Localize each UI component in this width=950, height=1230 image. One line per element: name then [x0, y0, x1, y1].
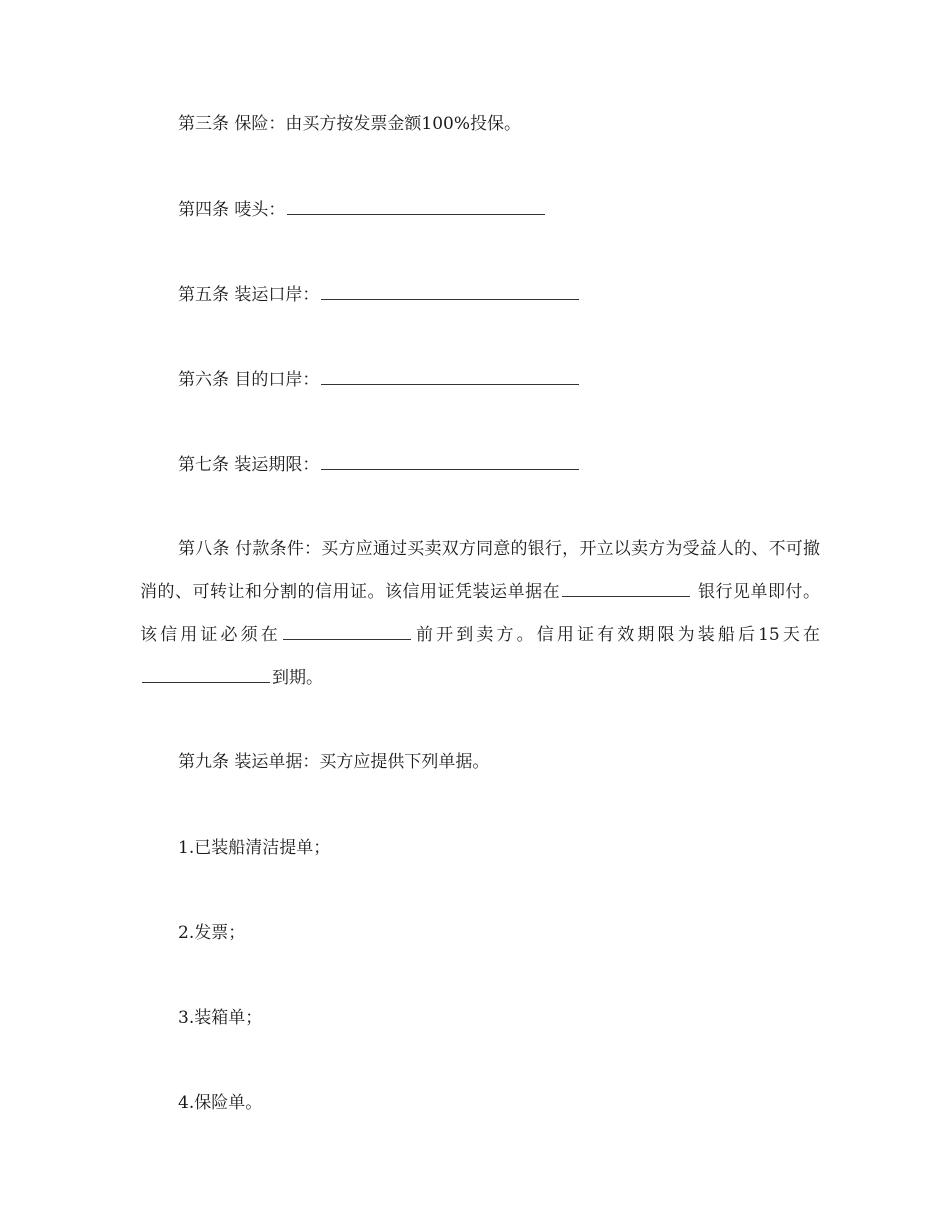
lc-expiry-place-blank [142, 680, 270, 683]
clause-9-shipping-documents [178, 750, 489, 774]
clause-6-destination-port [178, 368, 581, 392]
clause-6-label: 第六条 目的口岸： [178, 370, 320, 390]
list-item [178, 921, 245, 945]
clause-8-part1: 第八条 付款条件：买方应通过买卖双方同意的银行，开立以卖方为受益人的、不可撤消的、可转让和分割的信用证。该信用证凭装运单据在 [140, 539, 820, 602]
clause-4-label: 第四条 唛头： [178, 200, 286, 220]
clause-5-label: 第五条 装运口岸： [178, 285, 320, 305]
clause-3-insurance [178, 112, 521, 136]
clause-5-loading-port [178, 283, 581, 307]
list-item [178, 1091, 262, 1115]
bank-blank [562, 594, 690, 597]
document-item-4: 4.保险单。 [178, 1093, 263, 1113]
document-item-2: 2.发票； [178, 923, 246, 943]
lc-open-date-blank [283, 637, 411, 640]
clause-7-shipment-period [178, 453, 581, 477]
shipping-mark-blank [287, 212, 545, 215]
shipment-period-blank [321, 467, 579, 470]
list-item [178, 1006, 262, 1030]
clause-7-label: 第七条 装运期限： [178, 455, 320, 475]
clause-8-part3: 前开到卖方。信用证有效期限为装船后15天在 [412, 625, 820, 645]
clause-3-text: 第三条 保险：由买方按发票金额100%投保。 [178, 114, 522, 134]
loading-port-blank [321, 297, 579, 300]
document-item-3: 3.装箱单； [178, 1008, 263, 1028]
list-item [178, 836, 330, 860]
destination-port-blank [321, 382, 579, 385]
clause-8-part4: 到期。 [272, 668, 323, 688]
clause-8-part2: 银行见单即付。该信用证必须在 [140, 582, 821, 645]
clause-4-shipping-mark [178, 198, 547, 222]
document-item-1: 1.已装船清洁提单； [178, 838, 331, 858]
clause-8-payment-terms [140, 528, 820, 700]
clause-9-text: 第九条 装运单据：买方应提供下列单据。 [178, 752, 490, 772]
